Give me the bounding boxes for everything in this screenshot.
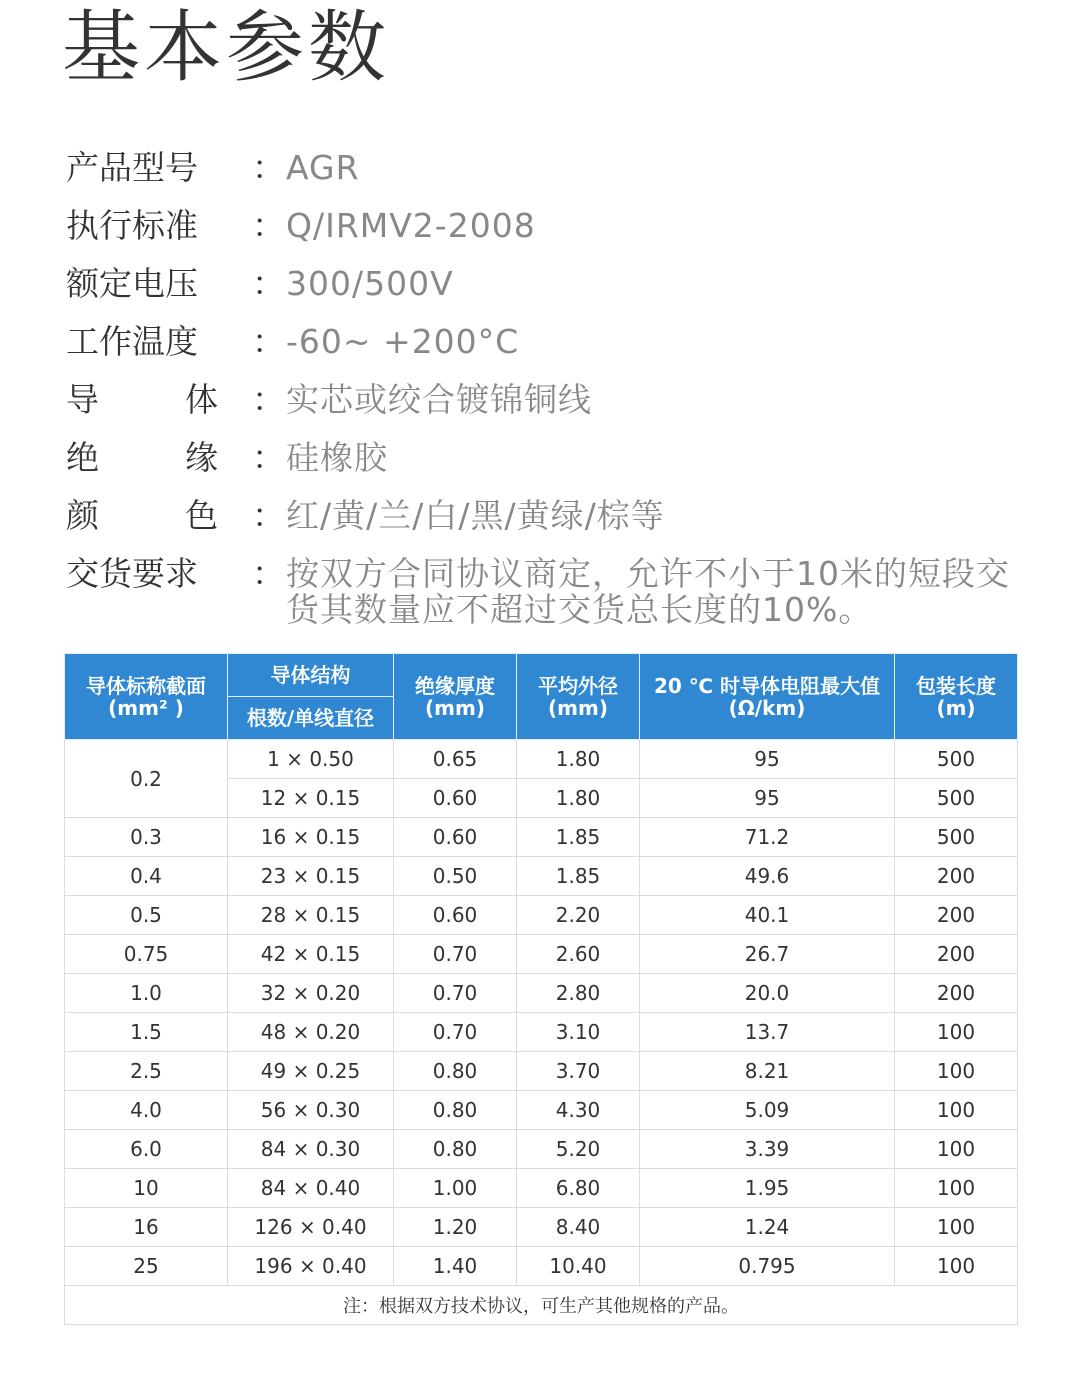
- header-insulation: 绝缘厚度 (mm): [394, 654, 517, 740]
- param-row-voltage: [66, 256, 1026, 314]
- param-label-char: 导: [66, 380, 99, 419]
- cell-length: 200: [895, 974, 1018, 1013]
- page-title: 基本参数: [62, 3, 391, 93]
- parameter-list: [66, 140, 1026, 628]
- cell-insulation: 0.60: [394, 818, 517, 857]
- cell-section: 0.2: [65, 740, 228, 818]
- cell-insulation: 0.60: [394, 896, 517, 935]
- table-row: [65, 935, 1018, 974]
- cell-insulation: 0.70: [394, 935, 517, 974]
- table-row: [65, 1169, 1018, 1208]
- cell-diameter: 3.70: [517, 1052, 640, 1091]
- cell-diameter: 2.60: [517, 935, 640, 974]
- table-row: [65, 1208, 1018, 1247]
- cell-length: 100: [895, 1091, 1018, 1130]
- param-colon: ：: [252, 438, 285, 477]
- cell-section: 25: [65, 1247, 228, 1286]
- cell-section: 10: [65, 1169, 228, 1208]
- param-row-delivery: [66, 546, 1026, 628]
- cell-structure: 23 × 0.15: [228, 857, 394, 896]
- table-row: [65, 1091, 1018, 1130]
- param-value: 硅橡胶: [286, 438, 388, 477]
- cell-length: 200: [895, 935, 1018, 974]
- cell-diameter: 5.20: [517, 1130, 640, 1169]
- param-label: 额定电压: [66, 264, 198, 303]
- table-row: [65, 1013, 1018, 1052]
- cell-diameter: 1.80: [517, 779, 640, 818]
- cell-structure: 56 × 0.30: [228, 1091, 394, 1130]
- param-label: 产品型号: [66, 148, 198, 187]
- param-colon: ：: [252, 264, 285, 303]
- cell-length: 100: [895, 1247, 1018, 1286]
- param-value: 300/500V: [286, 264, 454, 303]
- cell-insulation: 0.80: [394, 1052, 517, 1091]
- cell-resistance: 3.39: [640, 1130, 895, 1169]
- cell-resistance: 40.1: [640, 896, 895, 935]
- cell-structure: 126 × 0.40: [228, 1208, 394, 1247]
- param-colon: ：: [252, 380, 285, 419]
- cell-diameter: 1.80: [517, 740, 640, 779]
- cell-resistance: 26.7: [640, 935, 895, 974]
- cell-section: 4.0: [65, 1091, 228, 1130]
- cell-diameter: 3.10: [517, 1013, 640, 1052]
- table-row: [65, 1247, 1018, 1286]
- param-label: 工作温度: [66, 322, 198, 361]
- cell-structure: 42 × 0.15: [228, 935, 394, 974]
- cell-structure: 12 × 0.15: [228, 779, 394, 818]
- cell-length: 200: [895, 857, 1018, 896]
- cell-diameter: 1.85: [517, 857, 640, 896]
- cell-length: 200: [895, 896, 1018, 935]
- cell-section: 0.5: [65, 896, 228, 935]
- param-row-temperature: [66, 314, 1026, 372]
- cell-length: 100: [895, 1013, 1018, 1052]
- table-row: [65, 1052, 1018, 1091]
- cell-resistance: 8.21: [640, 1052, 895, 1091]
- cell-resistance: 95: [640, 779, 895, 818]
- param-row-model: [66, 140, 1026, 198]
- cell-diameter: 2.20: [517, 896, 640, 935]
- cell-resistance: 13.7: [640, 1013, 895, 1052]
- cell-diameter: 10.40: [517, 1247, 640, 1286]
- param-label-char: 缘: [185, 438, 218, 477]
- param-colon: ：: [252, 206, 285, 245]
- cell-insulation: 0.60: [394, 779, 517, 818]
- param-value: 红/黄/兰/白/黑/黄绿/棕等: [286, 496, 665, 535]
- param-colon: ：: [252, 148, 285, 187]
- cell-resistance: 95: [640, 740, 895, 779]
- cell-length: 500: [895, 779, 1018, 818]
- cell-diameter: 6.80: [517, 1169, 640, 1208]
- param-label: [66, 372, 252, 428]
- header-structure-sub: 根数/单线直径: [228, 697, 394, 740]
- param-row-insulation: [66, 430, 1026, 488]
- spec-table: [64, 653, 1018, 1325]
- cell-section: 0.75: [65, 935, 228, 974]
- cell-structure: 28 × 0.15: [228, 896, 394, 935]
- cell-insulation: 0.50: [394, 857, 517, 896]
- param-label: [66, 488, 252, 544]
- param-value: 按双方合同协议商定，允许不小于10米的短段交货其数量应不超过交货总长度的10%。: [286, 554, 1010, 629]
- cell-insulation: 0.80: [394, 1091, 517, 1130]
- table-note: 注：根据双方技术协议，可生产其他规格的产品。: [65, 1286, 1018, 1325]
- param-colon: ：: [252, 496, 285, 535]
- param-row-standard: [66, 198, 1026, 256]
- cell-resistance: 5.09: [640, 1091, 895, 1130]
- cell-structure: 84 × 0.30: [228, 1130, 394, 1169]
- cell-length: 100: [895, 1208, 1018, 1247]
- cell-section: 0.3: [65, 818, 228, 857]
- param-value: 实芯或绞合镀锦铜线: [286, 380, 592, 419]
- cell-structure: 49 × 0.25: [228, 1052, 394, 1091]
- param-colon: ：: [252, 554, 285, 593]
- table-row: [65, 818, 1018, 857]
- cell-diameter: 2.80: [517, 974, 640, 1013]
- cell-structure: 16 × 0.15: [228, 818, 394, 857]
- cell-insulation: 1.00: [394, 1169, 517, 1208]
- cell-section: 1.5: [65, 1013, 228, 1052]
- spec-table-body: [65, 740, 1018, 1325]
- cell-insulation: 0.70: [394, 1013, 517, 1052]
- cell-length: 100: [895, 1130, 1018, 1169]
- table-row: [65, 857, 1018, 896]
- cell-resistance: 71.2: [640, 818, 895, 857]
- table-row: [65, 974, 1018, 1013]
- param-label-char: 色: [185, 496, 218, 535]
- cell-diameter: 4.30: [517, 1091, 640, 1130]
- cell-resistance: 0.795: [640, 1247, 895, 1286]
- param-label: [66, 430, 252, 486]
- cell-resistance: 49.6: [640, 857, 895, 896]
- cell-section: 6.0: [65, 1130, 228, 1169]
- cell-structure: 32 × 0.20: [228, 974, 394, 1013]
- cell-structure: 1 × 0.50: [228, 740, 394, 779]
- cell-insulation: 1.40: [394, 1247, 517, 1286]
- cell-structure: 48 × 0.20: [228, 1013, 394, 1052]
- cell-section: 2.5: [65, 1052, 228, 1091]
- header-section: 导体标称截面 (mm² ): [65, 654, 228, 740]
- cell-insulation: 0.70: [394, 974, 517, 1013]
- cell-section: 1.0: [65, 974, 228, 1013]
- cell-resistance: 20.0: [640, 974, 895, 1013]
- param-colon: ：: [252, 322, 285, 361]
- header-diameter: 平均外径 (mm): [517, 654, 640, 740]
- cell-resistance: 1.24: [640, 1208, 895, 1247]
- spec-table-container: [64, 653, 1017, 1325]
- param-label-char: 绝: [66, 438, 99, 477]
- cell-section: 16: [65, 1208, 228, 1247]
- cell-insulation: 1.20: [394, 1208, 517, 1247]
- cell-section: 0.4: [65, 857, 228, 896]
- cell-length: 500: [895, 740, 1018, 779]
- header-length: 包装长度 (m): [895, 654, 1018, 740]
- cell-length: 500: [895, 818, 1018, 857]
- cell-length: 100: [895, 1169, 1018, 1208]
- cell-insulation: 0.65: [394, 740, 517, 779]
- param-value: Q/IRMV2-2008: [286, 206, 536, 245]
- param-label-char: 颜: [66, 496, 99, 535]
- table-row: [65, 740, 1018, 779]
- param-label: 执行标准: [66, 206, 198, 245]
- cell-structure: 196 × 0.40: [228, 1247, 394, 1286]
- table-note-row: [65, 1286, 1018, 1325]
- param-label-char: 体: [185, 380, 218, 419]
- param-label: 交货要求: [66, 554, 198, 593]
- param-row-conductor: [66, 372, 1026, 430]
- cell-resistance: 1.95: [640, 1169, 895, 1208]
- header-structure: 导体结构: [228, 654, 394, 697]
- table-row: [65, 1130, 1018, 1169]
- table-row: [65, 896, 1018, 935]
- param-row-color: [66, 488, 1026, 546]
- param-value: -60~ +200°C: [286, 322, 520, 361]
- cell-diameter: 8.40: [517, 1208, 640, 1247]
- header-resistance: 20 ℃ 时导体电阻最大值 (Ω/km): [640, 654, 895, 740]
- cell-diameter: 1.85: [517, 818, 640, 857]
- param-value: AGR: [286, 148, 360, 187]
- cell-length: 100: [895, 1052, 1018, 1091]
- cell-insulation: 0.80: [394, 1130, 517, 1169]
- cell-structure: 84 × 0.40: [228, 1169, 394, 1208]
